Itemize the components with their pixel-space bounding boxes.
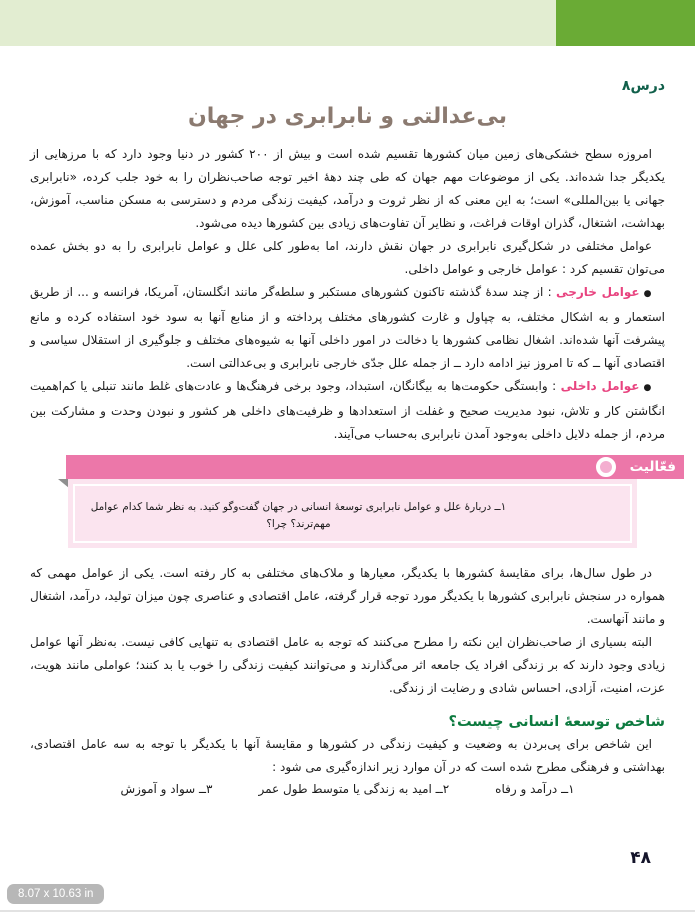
activity-banner [66, 455, 684, 479]
header-bar [0, 0, 695, 46]
external-factors-separator: : [543, 285, 557, 299]
bullet-icon: ● [643, 289, 652, 299]
hdi-item-income: ۱ــ درآمد و رفاه [495, 782, 575, 796]
external-factors-label: عوامل خارجی [556, 285, 640, 299]
hdi-item-life-expectancy: ۲ــ امید به زندگی یا متوسط طول عمر [258, 782, 450, 796]
hdi-heading: شاخص توسعۀ انسانی چیست؟ [448, 714, 665, 730]
hdi-intro: این شاخص برای پی‌بردن به وضعیت و کیفیت زندگی در کشورها و مقایسۀ آنها با یکدیگر با توجه به سه عامل اقتصادی، بهداشتی و فرهنگی مطرح شده است که در آن موارد زیر اندازه‌گیری می شود : [30, 737, 665, 774]
internal-factors-text: وابستگی حکومت‌ها به بیگانگان، استبداد، وجود برخی فرهنگ‌ها و عادت‌های غلط مانند تنبلی یا کم‌اهمیت انگاشتن کار و تلاش، نبود مدیریت صحیح و غفلت از استعدادها و ظرفیت‌های داخلی هر کشور و نبودن وحدت و مشارکت بین مردم، از جمله دلایل داخلی به‌وجود آمدن نابرابری به‌حساب می‌آیند. [30, 379, 665, 441]
lesson-label: درس۸ [621, 78, 665, 94]
page-size-badge: 8.07 x 10.63 in [7, 884, 104, 904]
header-accent-block [556, 0, 695, 46]
paragraph-criteria: در طول سال‌ها، برای مقایسۀ کشورها با یکدیگر، معیارها و ملاک‌های مختلفی به کار رفته است. یکی از عوامل مهمی که همواره در سنجش نابرابری کشورها با یکدیگر مورد توجه قرار گرفته، عامل اقتصادی و عناصری چون میزان تولید، درآمد، اشتغال و مانند آنهاست. [30, 566, 665, 626]
page-number: ۴۸ [630, 848, 651, 868]
activity-section [0, 455, 695, 548]
paragraph-noneconomic-factors: البته بسیاری از صاحب‌نظران این نکته را مطرح می‌کنند که توجه به عامل اقتصادی به تنهایی کافی نیست. به‌نظر آنها عوامل زیادی وجود دارند که بر زندگی افراد یک جامعه اثر می‌گذارند و می‌توانند کیفیت زندگی را خوب یا بد کنند؛ عواملی مانند هویت، عزت، امنیت، آزادی، احساس شادی و رضایت از زندگی. [30, 635, 665, 695]
bullet-icon: ● [643, 383, 652, 393]
activity-circle-icon [596, 457, 616, 477]
paragraph-internal-factors [30, 375, 665, 446]
page-content [0, 46, 695, 796]
hdi-item-literacy: ۳ــ سواد و آموزش [120, 782, 213, 796]
paragraph-factors-split: عوامل مختلفی در شکل‌گیری نابرابری در جهان نقش دارند، اما به‌طور کلی علل و عوامل نابرابری را به دو بخش عمده می‌توان تقسیم کرد : عوامل خارجی و عوامل داخلی. [30, 239, 665, 276]
activity-item: ۱ــ دربارۀ علل و عوامل نابرابری توسعۀ انسانی در جهان گفت‌وگو کنید. به نظر شما کدام عوامل مهم‌ترند؟ چرا؟ [90, 501, 507, 530]
bottom-divider [0, 910, 695, 912]
hdi-items-row [30, 782, 665, 796]
activity-box [68, 479, 637, 548]
activity-title: فعّالیت [629, 459, 676, 475]
internal-factors-separator: : [547, 379, 561, 393]
page-title: بی‌عدالتی و نابرابری در جهان [187, 104, 508, 129]
paragraph-external-factors [30, 281, 665, 375]
paragraph-intro: امروزه سطح خشکی‌های زمین میان کشورها تقسیم شده است و بیش از ۲۰۰ کشور در دنیا وجود دارد که با مرزهایی از یکدیگر جدا شده‌اند. یکی از موضوعات مهم جهان که طی چند دهۀ اخیر توجه صاحب‌نظران را به خود جلب کرده، «نابرابری جهانی یا بین‌المللی» است؛ به این معنی که از نظر ثروت و درآمد، کیفیت زندگی مردم و دسترسی به مسکن مناسب، آموزش، بهداشت، اشتغال، گذران اوقات فراغت، و نظایر آن تفاوت‌های زیادی بین کشورها دیده می‌شود. [30, 147, 665, 230]
internal-factors-label: عوامل داخلی [560, 379, 640, 393]
external-factors-text: از چند سدۀ گذشته تاکنون کشورهای مستکبر و سلطه‌گر مانند انگلستان، آمریکا، فرانسه و ... از طریق استعمار و به اشکال مختلف، به چپاول و غارت کشورهای مختلف پرداخته و از منابع آنها به سود خود استفاده کرده و مانع پیشرفت آنها شده‌اند. اشغال نظامی کشورها یا دخالت در امور داخلی آنها به شیوه‌های مختلف و جلوگیری از استقلال سیاسی و اقتصادی آنها ــ که تا امروز نیز ادامه دارد ــ از جمله علل جدّی خارجی نابرابری و بی‌عدالتی است. [30, 285, 665, 370]
